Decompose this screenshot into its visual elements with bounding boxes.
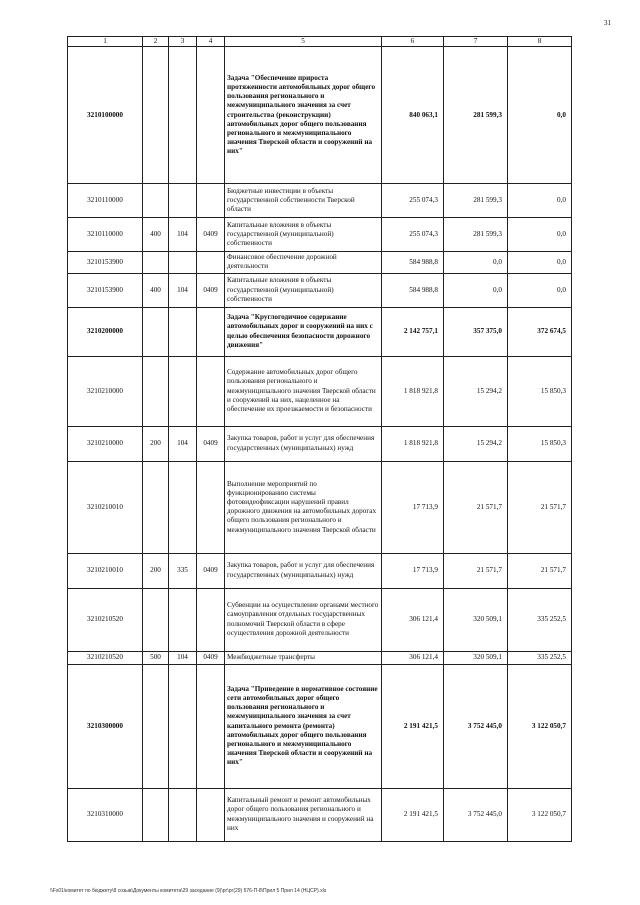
column-4-cell bbox=[197, 664, 225, 788]
value-col-6: 17 713,9 bbox=[382, 553, 444, 588]
column-2-cell bbox=[143, 307, 169, 356]
column-2-cell bbox=[143, 252, 169, 273]
name-cell: Капитальные вложения в объекты государственной (муниципальной) собственности bbox=[225, 218, 382, 252]
column-4-cell: 0409 bbox=[197, 273, 225, 307]
column-3-cell bbox=[169, 664, 197, 788]
table-row bbox=[68, 426, 572, 461]
header-row bbox=[68, 37, 572, 47]
header-col-8: 8 bbox=[508, 37, 572, 47]
name-cell: Закупка товаров, работ и услуг для обеспечения государственных (муниципальных) нужд bbox=[225, 426, 382, 461]
column-3-cell bbox=[169, 588, 197, 651]
value-col-7: 281 599,3 bbox=[444, 47, 508, 184]
code-cell: 3210210520 bbox=[68, 651, 143, 664]
name-cell: Задача "Приведение в нормативное состояние сети автомобильных дорог общего пользования регионального и межмуниципального значения за счет капитального ремонта (ремонта) автомобильных дорог общего пользования регионального и межмуниципального значения Тверской области и сооружений на них" bbox=[225, 664, 382, 788]
file-path-footer: \\Fs01\комитет по бюджету\8 созыв\Документы комитета\29 заседание (9)\рг\рг(29) 576-П-8\Прил 5 Прил 14 (НЦСР).xls bbox=[50, 888, 327, 894]
column-2-cell bbox=[143, 788, 169, 841]
column-3-cell bbox=[169, 356, 197, 426]
value-col-8: 3 122 050,7 bbox=[508, 664, 572, 788]
name-cell: Субвенции на осуществление органами местного самоуправления отдельных государственных полномочий Тверской области в сфере осуществления дорожной деятельности bbox=[225, 588, 382, 651]
column-3-cell bbox=[169, 47, 197, 184]
value-col-7: 0,0 bbox=[444, 252, 508, 273]
value-col-7: 3 752 445,0 bbox=[444, 788, 508, 841]
table-row bbox=[68, 218, 572, 252]
header-col-2: 2 bbox=[143, 37, 169, 47]
code-cell: 3210200000 bbox=[68, 307, 143, 356]
table-row bbox=[68, 184, 572, 218]
value-col-7: 320 509,1 bbox=[444, 588, 508, 651]
name-cell: Выполнение мероприятий по функционированию системы фотовидеофиксации нарушений правил дорожного движения на автомобильных дорогах общего пользования регионального и межмуниципального значения Тверской области bbox=[225, 461, 382, 553]
value-col-8: 21 571,7 bbox=[508, 553, 572, 588]
code-cell: 3210110000 bbox=[68, 184, 143, 218]
value-col-8: 0,0 bbox=[508, 252, 572, 273]
table-row bbox=[68, 664, 572, 788]
value-col-6: 306 121,4 bbox=[382, 588, 444, 651]
code-cell: 3210210010 bbox=[68, 461, 143, 553]
value-col-7: 320 509,1 bbox=[444, 651, 508, 664]
value-col-7: 0,0 bbox=[444, 273, 508, 307]
value-col-8: 0,0 bbox=[508, 184, 572, 218]
table-row bbox=[68, 47, 572, 184]
value-col-6: 2 191 421,5 bbox=[382, 664, 444, 788]
value-col-8: 0,0 bbox=[508, 218, 572, 252]
column-3-cell: 104 bbox=[169, 218, 197, 252]
header-col-5: 5 bbox=[225, 37, 382, 47]
column-2-cell bbox=[143, 356, 169, 426]
table-row bbox=[68, 651, 572, 664]
value-col-6: 840 063,1 bbox=[382, 47, 444, 184]
column-4-cell: 0409 bbox=[197, 218, 225, 252]
name-cell: Капитальный ремонт и ремонт автомобильных дорог общего пользования регионального и межмуниципального значения и сооружений на них bbox=[225, 788, 382, 841]
value-col-7: 21 571,7 bbox=[444, 461, 508, 553]
name-cell: Содержание автомобильных дорог общего пользования регионального и межмуниципального значения Тверской области и сооружений на них, нацеленное на обеспечение их проезжаемости и безопасности bbox=[225, 356, 382, 426]
value-col-8: 0,0 bbox=[508, 47, 572, 184]
value-col-7: 15 294,2 bbox=[444, 356, 508, 426]
value-col-6: 306 121,4 bbox=[382, 651, 444, 664]
column-3-cell: 335 bbox=[169, 553, 197, 588]
value-col-7: 3 752 445,0 bbox=[444, 664, 508, 788]
column-2-cell bbox=[143, 461, 169, 553]
name-cell: Задача "Круглогодичное содержание автомобильных дорог и сооружений на них с целью обеспечения безопасности дорожного движения" bbox=[225, 307, 382, 356]
column-4-cell: 0409 bbox=[197, 553, 225, 588]
column-2-cell: 400 bbox=[143, 273, 169, 307]
column-4-cell: 0409 bbox=[197, 426, 225, 461]
table-row bbox=[68, 273, 572, 307]
header-col-6: 6 bbox=[382, 37, 444, 47]
value-col-8: 372 674,5 bbox=[508, 307, 572, 356]
column-3-cell bbox=[169, 252, 197, 273]
value-col-6: 255 074,3 bbox=[382, 218, 444, 252]
name-cell: Закупка товаров, работ и услуг для обеспечения государственных (муниципальных) нужд bbox=[225, 553, 382, 588]
column-4-cell bbox=[197, 252, 225, 273]
value-col-7: 281 599,3 bbox=[444, 184, 508, 218]
table-row bbox=[68, 553, 572, 588]
code-cell: 3210300000 bbox=[68, 664, 143, 788]
value-col-8: 335 252,5 bbox=[508, 651, 572, 664]
header-col-3: 3 bbox=[169, 37, 197, 47]
code-cell: 3210210520 bbox=[68, 588, 143, 651]
column-2-cell bbox=[143, 184, 169, 218]
code-cell: 3210310000 bbox=[68, 788, 143, 841]
table-row bbox=[68, 588, 572, 651]
column-2-cell bbox=[143, 47, 169, 184]
name-cell: Финансовое обеспечение дорожной деятельности bbox=[225, 252, 382, 273]
column-2-cell: 400 bbox=[143, 218, 169, 252]
column-3-cell: 104 bbox=[169, 426, 197, 461]
header-col-7: 7 bbox=[444, 37, 508, 47]
value-col-7: 15 294,2 bbox=[444, 426, 508, 461]
column-4-cell: 0409 bbox=[197, 651, 225, 664]
code-cell: 3210210000 bbox=[68, 356, 143, 426]
value-col-6: 2 142 757,1 bbox=[382, 307, 444, 356]
value-col-8: 3 122 050,7 bbox=[508, 788, 572, 841]
value-col-6: 1 818 921,8 bbox=[382, 426, 444, 461]
name-cell: Задача "Обеспечение прироста протяженности автомобильных дорог общего пользования регионального и межмуниципального значения за счет строительства (реконструкции) автомобильных дорог общего пользования регионального и межмуниципального значения Тверской области и сооружений на них" bbox=[225, 47, 382, 184]
code-cell: 3210153900 bbox=[68, 252, 143, 273]
value-col-6: 255 074,3 bbox=[382, 184, 444, 218]
value-col-8: 21 571,7 bbox=[508, 461, 572, 553]
header-col-1: 1 bbox=[68, 37, 143, 47]
name-cell: Межбюджетные трансферты bbox=[225, 651, 382, 664]
value-col-6: 17 713,9 bbox=[382, 461, 444, 553]
column-4-cell bbox=[197, 47, 225, 184]
column-4-cell bbox=[197, 788, 225, 841]
code-cell: 3210100000 bbox=[68, 47, 143, 184]
value-col-6: 2 191 421,5 bbox=[382, 788, 444, 841]
column-4-cell bbox=[197, 356, 225, 426]
column-3-cell bbox=[169, 307, 197, 356]
page-number: 31 bbox=[604, 19, 611, 27]
value-col-8: 335 252,5 bbox=[508, 588, 572, 651]
value-col-7: 21 571,7 bbox=[444, 553, 508, 588]
table-row bbox=[68, 356, 572, 426]
table-row bbox=[68, 252, 572, 273]
table-row bbox=[68, 788, 572, 841]
code-cell: 3210210000 bbox=[68, 426, 143, 461]
column-3-cell bbox=[169, 461, 197, 553]
header-col-4: 4 bbox=[197, 37, 225, 47]
column-3-cell: 104 bbox=[169, 273, 197, 307]
column-2-cell: 500 bbox=[143, 651, 169, 664]
code-cell: 3210210010 bbox=[68, 553, 143, 588]
value-col-6: 1 818 921,8 bbox=[382, 356, 444, 426]
column-2-cell: 200 bbox=[143, 426, 169, 461]
column-2-cell bbox=[143, 664, 169, 788]
name-cell: Капитальные вложения в объекты государственной (муниципальной) собственности bbox=[225, 273, 382, 307]
table-row bbox=[68, 461, 572, 553]
column-3-cell bbox=[169, 788, 197, 841]
table-row bbox=[68, 307, 572, 356]
budget-table bbox=[67, 36, 572, 842]
name-cell: Бюджетные инвестиции в объекты государственной собственности Тверской области bbox=[225, 184, 382, 218]
value-col-6: 584 988,8 bbox=[382, 252, 444, 273]
column-4-cell bbox=[197, 307, 225, 356]
value-col-7: 281 599,3 bbox=[444, 218, 508, 252]
code-cell: 3210153900 bbox=[68, 273, 143, 307]
column-3-cell bbox=[169, 184, 197, 218]
column-3-cell: 104 bbox=[169, 651, 197, 664]
column-4-cell bbox=[197, 588, 225, 651]
value-col-8: 0,0 bbox=[508, 273, 572, 307]
column-2-cell: 200 bbox=[143, 553, 169, 588]
value-col-6: 584 988,8 bbox=[382, 273, 444, 307]
value-col-8: 15 850,3 bbox=[508, 356, 572, 426]
column-4-cell bbox=[197, 184, 225, 218]
column-2-cell bbox=[143, 588, 169, 651]
value-col-8: 15 850,3 bbox=[508, 426, 572, 461]
column-4-cell bbox=[197, 461, 225, 553]
value-col-7: 357 375,0 bbox=[444, 307, 508, 356]
code-cell: 3210110000 bbox=[68, 218, 143, 252]
